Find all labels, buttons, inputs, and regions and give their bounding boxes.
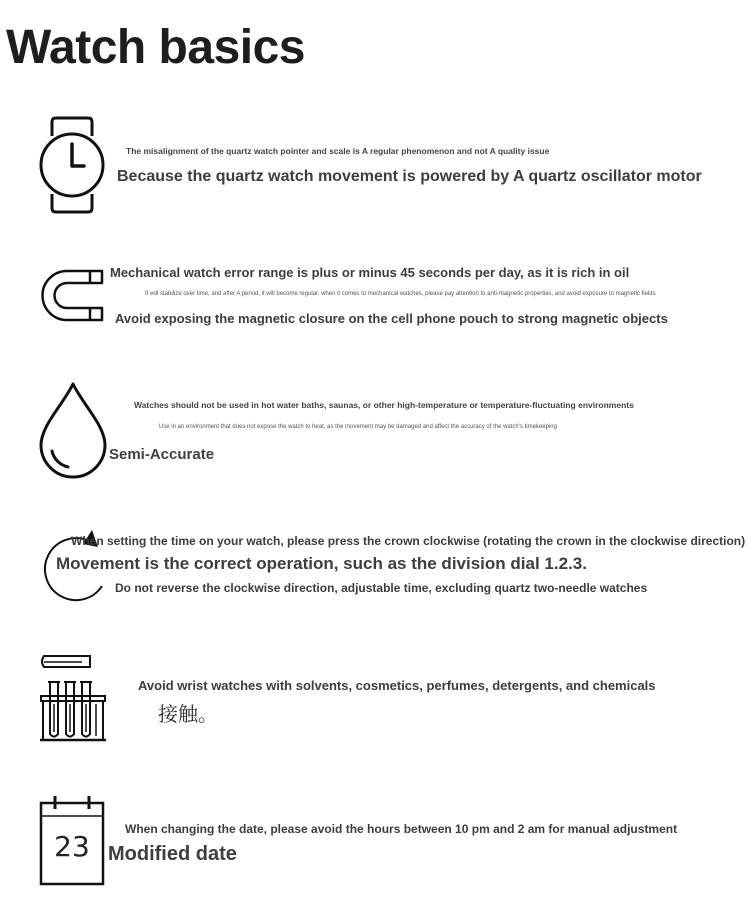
- section-3-line-3: Semi-Accurate: [109, 446, 215, 463]
- section-2-line-3: Avoid exposing the magnetic closure on the cell phone pouch to strong magnetic objects: [115, 311, 668, 326]
- section-6-line-1: When changing the date, please avoid the hours between 10 pm and 2 am for manual adjustment: [125, 822, 678, 836]
- section-3-line-1: Watches should not be used in hot water baths, saunas, or other high-temperature or temperature-fluctuating environments: [134, 400, 634, 410]
- water-drop-icon: [38, 381, 108, 479]
- page-title: Watch basics: [6, 21, 305, 74]
- section-1-line-2: Because the quartz watch movement is powered by A quartz oscillator motor: [117, 168, 702, 185]
- test-tubes-icon: [38, 654, 108, 744]
- calendar-icon: [39, 794, 105, 888]
- magnet-icon: [40, 268, 106, 324]
- section-5-line-2: 接触。: [158, 702, 218, 726]
- section-1-line-1: The misalignment of the quartz watch pointer and scale is A regular phenomenon and not A quality issue: [126, 146, 550, 156]
- watch-icon: [38, 116, 106, 214]
- section-4-line-3: Do not reverse the clockwise direction, adjustable time, excluding quartz two-needle watches: [115, 581, 648, 595]
- section-5-line-1: Avoid wrist watches with solvents, cosmetics, perfumes, detergents, and chemicals: [138, 678, 656, 693]
- section-6-line-2: Modified date: [108, 843, 237, 865]
- calendar-day: 23: [54, 830, 90, 863]
- section-2-line-1: Mechanical watch error range is plus or minus 45 seconds per day, as it is rich in oil: [110, 265, 630, 280]
- section-4-line-1: When setting the time on your watch, please press the crown clockwise (rotating the crown in the clockwise direction): [71, 534, 746, 548]
- section-2-line-2: It will stabilize over time, and after A period, it will become regular. when it comes to mechanical watches, please pay attention to anti-magnetic properties, and avoid exposure to magnetic fields: [145, 291, 656, 297]
- section-3-line-2: Use in an environment that does not expose the watch to heat, as the movement may be damaged and affect the accuracy of the watch's timekeeping: [159, 424, 557, 430]
- section-4-line-2: Movement is the correct operation, such as the division dial 1.2.3.: [56, 554, 587, 573]
